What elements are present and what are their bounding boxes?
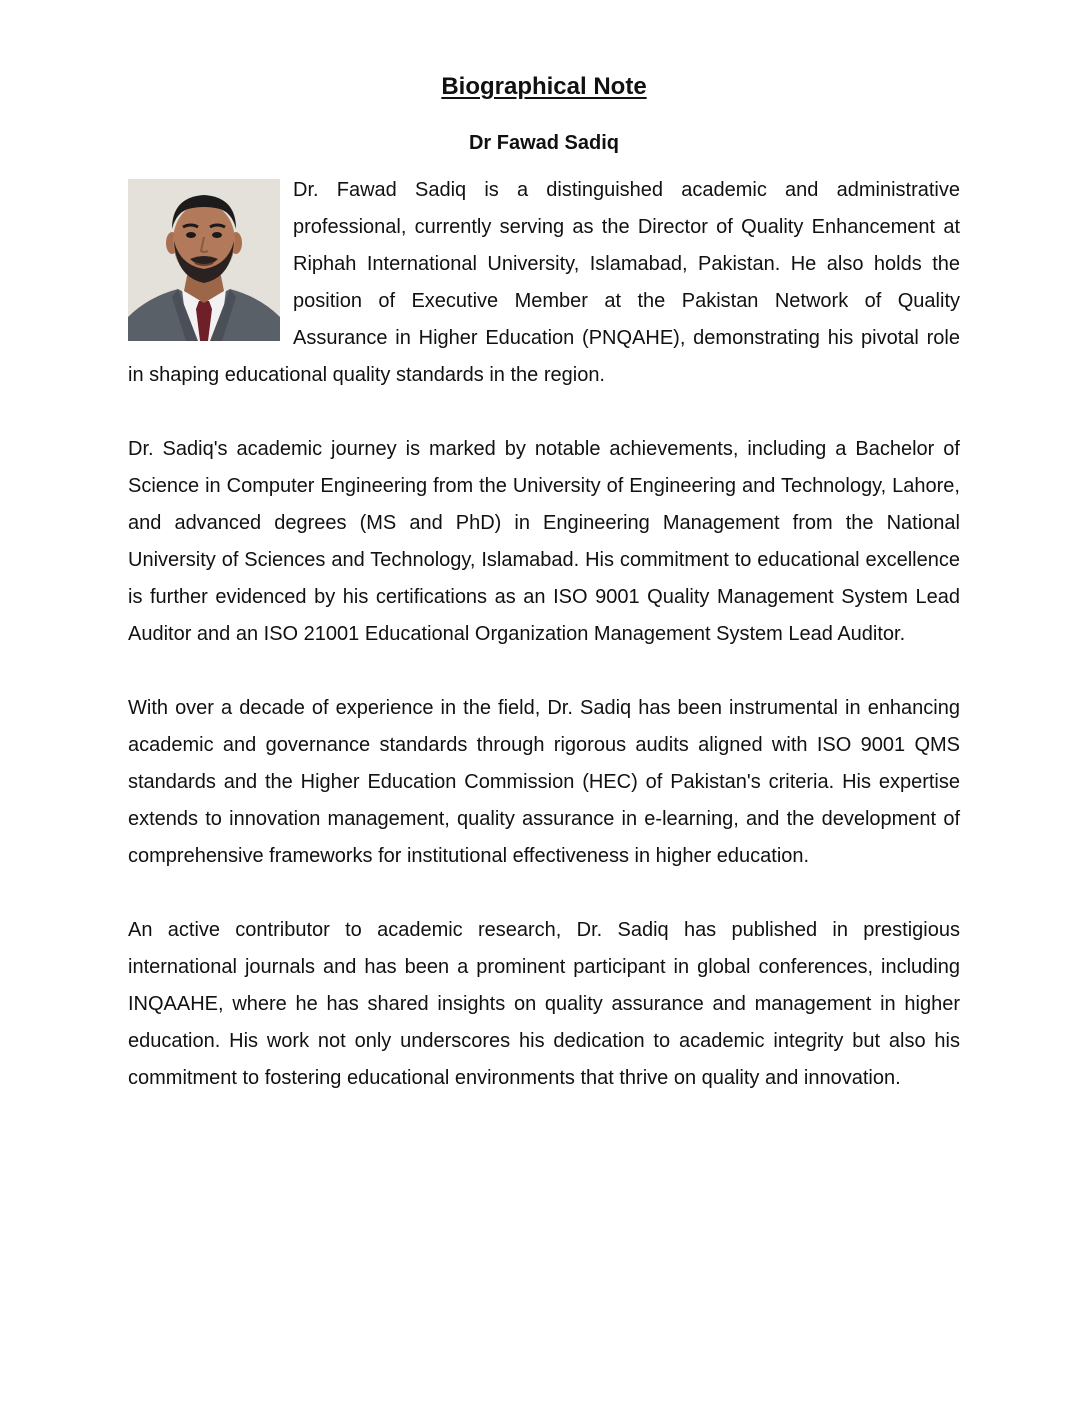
biography-paragraph-1-text: Dr. Fawad Sadiq is a distinguished academic and administrative professional, currently serving as the Director of Quality Enhancement at Riphah International University, Islamabad, Pakistan. He also holds the position of Executive Member at the Pakistan Network of Quality Assurance in Higher Education (PNQAHE), demonstrating his pivotal role in shaping educational quality standards in the region. <box>128 179 960 386</box>
biography-paragraph-4: An active contributor to academic research, Dr. Sadiq has published in prestigious international journals and has been a prominent participant in global conferences, including INQAAHE, where he has shared insights on quality assurance and management in higher education. His work not only underscores his dedication to academic integrity but also his commitment to fostering educational environments that thrive on quality and innovation. <box>128 919 960 1089</box>
biography-paragraph-1 <box>128 172 960 394</box>
person-name-heading: Dr Fawad Sadiq <box>468 132 620 154</box>
biography-paragraph-3: With over a decade of experience in the field, Dr. Sadiq has been instrumental in enhancing academic and governance standards through rigorous audits aligned with ISO 9001 QMS standards and the Higher Education Commission (HEC) of Pakistan's criteria. His expertise extends to innovation management, quality assurance in e-learning, and the development of comprehensive frameworks for institutional effectiveness in higher education. <box>128 697 960 867</box>
biography-paragraph-2: Dr. Sadiq's academic journey is marked by notable achievements, including a Bachelor of Science in Computer Engineering from the University of Engineering and Technology, Lahore, and advanced degrees (MS and PhD) in Engineering Management from the National University of Sciences and Technology, Islamabad. His commitment to educational excellence is further evidenced by his certifications as an ISO 9001 Quality Management System Lead Auditor and an ISO 21001 Educational Organization Management System Lead Auditor. <box>128 438 960 645</box>
portrait-photo <box>128 179 280 341</box>
biography-body <box>128 172 960 1134</box>
document-title: Biographical Note <box>441 73 647 100</box>
